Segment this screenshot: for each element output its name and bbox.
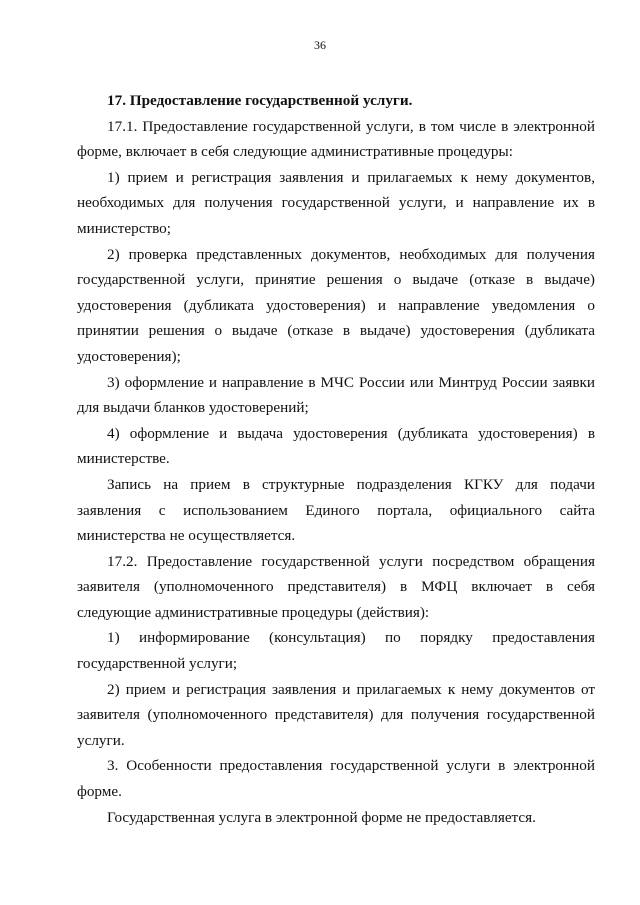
paragraph-17-2: 17.2. Предоставление государственной услуги посредством обращения заявителя (уполномоченного представителя) в МФЦ включает в себя следующие административные процедуры (действия): [77,552,595,621]
mfc-item-1: 1) информирование (консультация) по порядку предоставления государственной услуги; [77,629,595,673]
list-item-4: 4) оформление и выдача удостоверения (дубликата удостоверения) в министерстве. [77,424,595,468]
paragraph-17-1: 17.1. Предоставление государственной услуги, в том числе в электронной форме, включает в себя следующие административные процедуры: [77,117,595,161]
document-body [77,88,595,830]
mfc-item-2: 2) прием и регистрация заявления и прилагаемых к нему документов от заявителя (уполномоченного представителя) для получения государственной услуги. [77,680,595,749]
appointment-note: Запись на прием в структурные подразделения КГКУ для подачи заявления с использованием Единого портала, официального сайта министерства не осуществляется. [77,475,595,545]
list-item-2: 2) проверка представленных документов, необходимых для получения государственной услуги, принятие решения о выдаче (отказе в выдаче) удостоверения (дубликата удостоверения) и направление уведомления о принятии решения о выдаче (отказе в выдаче) удостоверения (дубликата удостоверения); [77,245,595,365]
electronic-form-note: Государственная услуга в электронной форме не предоставляется. [107,808,536,826]
paragraph-3: 3. Особенности предоставления государственной услуги в электронной форме. [77,757,595,801]
list-item-3: 3) оформление и направление в МЧС России или Минтруд России заявки для выдачи бланков удостоверений; [77,373,595,417]
list-item-1: 1) прием и регистрация заявления и прилагаемых к нему документов, необходимых для получения государственной услуги, и направление их в министерство; [77,168,595,237]
page-number: 36 [314,38,326,52]
section-heading: 17. Предоставление государственной услуги. [107,92,413,109]
